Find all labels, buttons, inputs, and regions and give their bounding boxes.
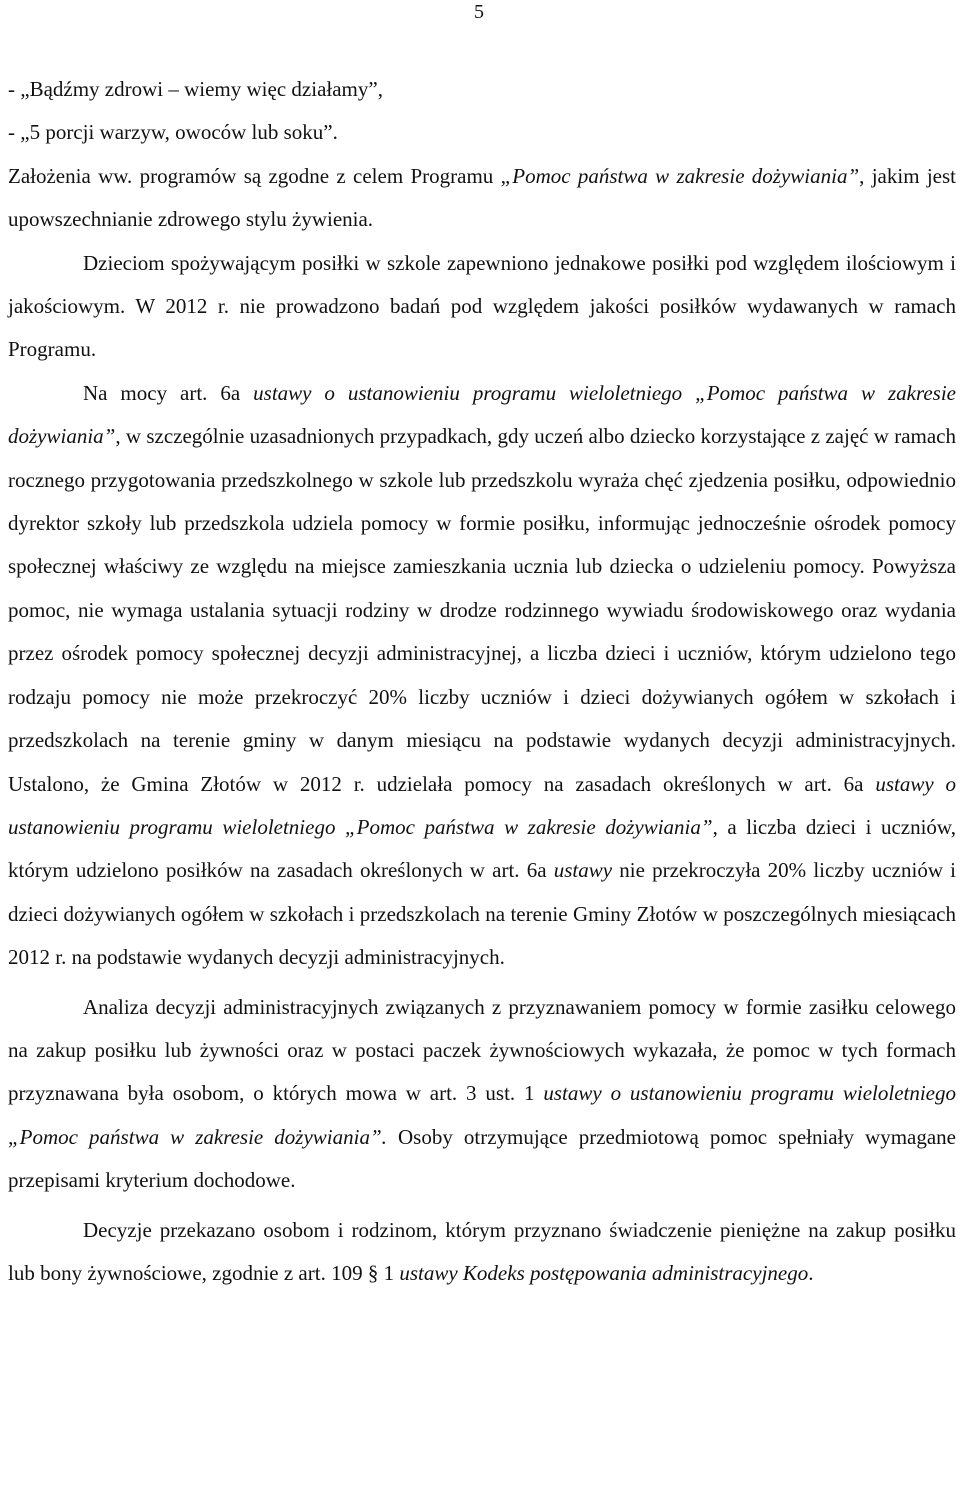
page-number: 5 (474, 1, 484, 23)
text-segment: Osoby otrzymujące przedmiotową pomoc spełniały wymagane przepisami kryterium dochodowe. (8, 1124, 956, 1193)
paragraph-article-6a (8, 372, 956, 980)
text-segment: Założenia ww. programów są zgodne z celem Programu (8, 163, 501, 188)
paragraph-decisions-analysis (8, 986, 956, 1203)
text-segment: Na mocy art. 6a (83, 380, 254, 405)
list-item-1: - „Bądźmy zdrowi – wiemy więc działamy”, (8, 77, 383, 101)
act-title-italic: ustawy o ustanowieniu programu wieloletniego „Pomoc państwa w zakresie dożywiania”. (8, 1081, 957, 1149)
program-title-italic: „Pomoc państwa w zakresie dożywiania” (500, 163, 860, 188)
paragraph-program-goals (8, 155, 956, 242)
text-segment: , a liczba dzieci i uczniów, którym udzielono posiłków na zasadach określonych w art. 6a (8, 814, 956, 883)
text-segment: Analiza decyzji administracyjnych związanych z przyznawaniem pomocy w formie zasiłku celowego na zakup posiłku lub żywności oraz w postaci paczek żywnościowych wykazała, że pomoc w tych formach przyznawana była osobom, o których mowa w art. 3 ust. 1 (8, 994, 956, 1106)
text-segment: Decyzje przekazano osobom i rodzinom, którym przyznano świadczenie pieniężne na zakup posiłku lub bony żywnościowe, zgodnie z art. 109 § 1 (8, 1217, 956, 1285)
paragraph-meals-quality: Dzieciom spożywającym posiłki w szkole zapewniono jednakowe posiłki pod względem ilościowym i jakościowym. W 2012 r. nie prowadzono badań pod względem jakości posiłków wydawanych w ramach Programu. (8, 250, 956, 362)
act-title-italic: ustawy (553, 858, 613, 883)
text-segment: nie przekroczyła 20% liczby uczniów i dzieci dożywianych ogółem w szkołach i przedszkolach na terenie Gminy Złotów w poszczególnych miesiącach 2012 r. na podstawie wydanych decyzji administracyjnych. (8, 858, 956, 970)
text-segment: , jakim jest upowszechnianie zdrowego stylu żywienia. (8, 163, 956, 232)
list-item-2: - „5 porcji warzyw, owoców lub soku”. (8, 120, 338, 145)
act-title-italic: ustawy o ustanowieniu programu wieloletniego „Pomoc państwa w zakresie dożywiania” (8, 771, 956, 839)
text-segment: , w szczególnie uzasadnionych przypadkach, gdy uczeń albo dziecko korzystające z zajęć w ramach rocznego przygotowania przedszkolnego w szkole lub przedszkolu wyraża chęć zjedzenia posiłku, odpowiednio dyrektor szkoły lub przedszkola udziela pomocy w formie posiłku, informując jednocześnie ośrodek pomocy społecznej właściwy ze względu na miejsce zamieszkania ucznia lub dziecka o udzieleniu pomocy. Powyższa pomoc, nie wymaga ustalania sytuacji rodziny w drodze rodzinnego wywiadu środowiskowego oraz wydania przez ośrodek pomocy społecznej decyzji administracyjnej, a liczba dzieci i uczniów, którym udzielono tego rodzaju pomocy nie może przekroczyć 20% liczby uczniów i dzieci dożywianych ogółem w szkołach i przedszkolach na terenie gminy w danym miesiącu na podstawie wydanych decyzji administracyjnych. Ustalono, że Gmina Złotów w 2012 r. udzielała pomocy na zasadach określonych w art. 6a (8, 424, 956, 796)
document-body (8, 68, 956, 1295)
code-title-italic: ustawy Kodeks postępowania administracyjnego (399, 1260, 809, 1285)
paragraph-decisions-delivery (8, 1209, 956, 1296)
text-segment: . (808, 1260, 814, 1285)
act-title-italic: ustawy o ustanowieniu programu wieloletniego „Pomoc państwa w zakresie dożywiania” (8, 380, 956, 449)
